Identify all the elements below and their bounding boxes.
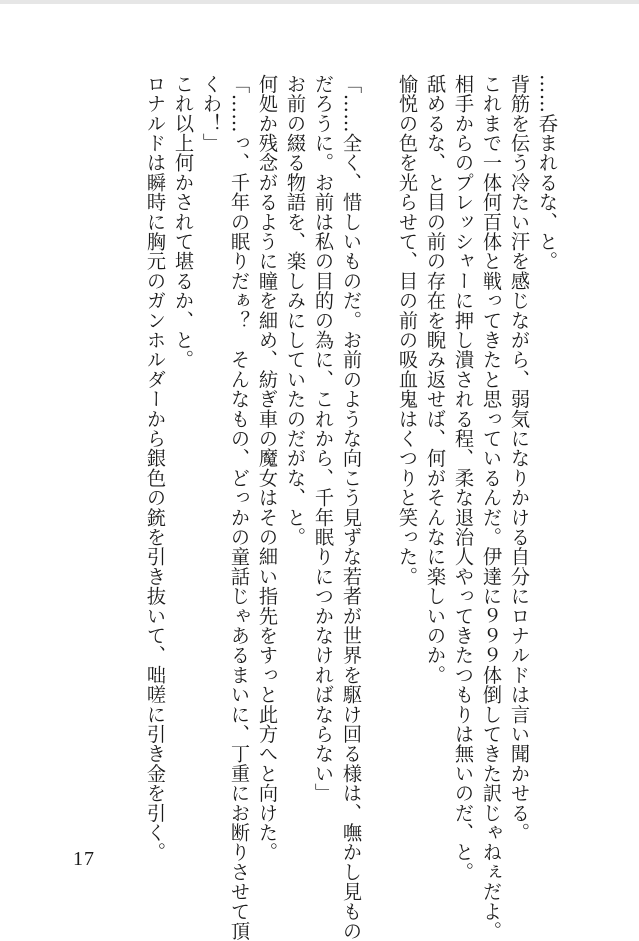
text-line-8: 「……全く、惜しいものだ。お前のような向こう見ずな若者が世界を駆け回る様は、嘸かし見もの xyxy=(340,74,363,941)
text-line-6: 愉悦の色を光らせて、目の前の吸血鬼はくつりと笑った。 xyxy=(396,74,419,587)
text-line-9: だろうに。お前は私の目的の為に、これから、千年眠りにつかなければならない」 xyxy=(312,74,335,803)
text-line-14: これ以上何かされて堪るか、と。 xyxy=(172,74,195,370)
page-number: 17 xyxy=(73,848,95,870)
text-line-5: 舐めるな、と目の前の存在を睨み返せば、何がそんなに楽しいのか。 xyxy=(424,74,447,685)
text-line-10: お前の綴る物語を、楽しみにしていたのだがな、と。 xyxy=(284,74,307,547)
text-line-1: ……呑まれるな、と。 xyxy=(536,74,559,271)
top-border xyxy=(0,0,639,4)
text-line-3: これまで一体何百体と戦ってきたと思っているんだ。伊達に９９９体倒してきた訳じゃねぇだよ。 xyxy=(480,74,503,941)
text-line-15: ロナルドは瞬時に胸元のガンホルダーから銀色の銃を引き抜いて、咄嗟に引き金を引く。 xyxy=(144,74,167,862)
text-line-2: 背筋を伝う冷たい汗を感じながら、弱気になりかける自分にロナルドは言い聞かせる。 xyxy=(508,74,531,843)
text-line-11: 何処か残念がるように瞳を細め、紡ぎ車の魔女はその細い指先をすっと此方へと向けた。 xyxy=(256,74,279,862)
text-line-4: 相手からのプレッシャーに押し潰される程、柔な退治人やってきたつもりは無いのだ、と。 xyxy=(452,74,475,882)
text-line-13: くわ！」 xyxy=(200,74,223,153)
text-line-12: 「……っ、千年の眠りだぁ？ そんなもの、どっかの童話じゃあるまいに、丁重にお断りさせて頂 xyxy=(228,74,251,941)
